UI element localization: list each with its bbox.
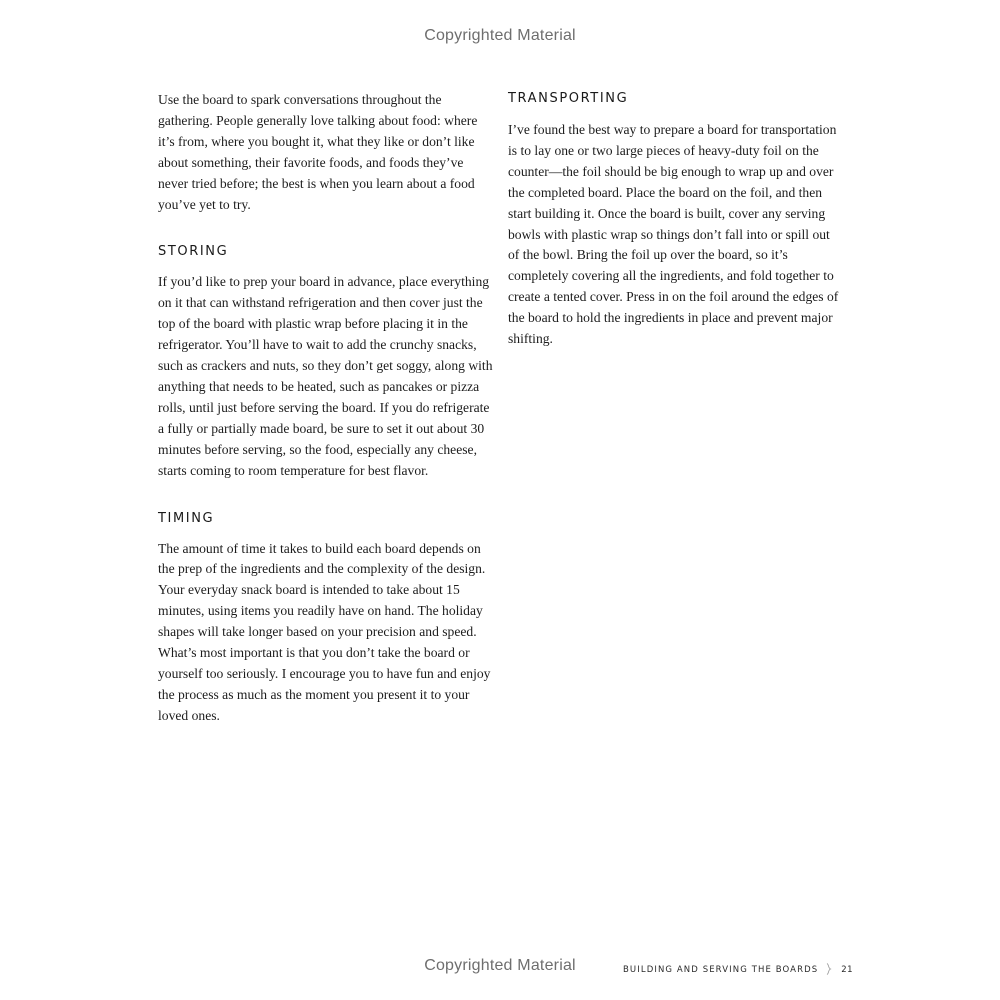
copyright-watermark-top: Copyrighted Material [424, 27, 576, 44]
storing-heading: STORING [158, 244, 229, 260]
copyright-watermark-bottom: Copyrighted Material [424, 957, 576, 974]
transporting-paragraph: I’ve found the best way to prepare a board for transportation is to lay one or two large pieces of heavy-duty foil on the counter—the foil should be big enough to wrap up and over the completed board. Place the board on the foil, and then start building it. Once the board is built, cover any serving bowls with plastic wrap so things don’t fall into or spill out of the bowl. Bring the foil up over the board, so it’s completely covering all the ingredients, and fold together to create a tented cover. Press in on the foil around the edges of the board to hold the ingredients in place and prevent major shifting. [508, 122, 839, 347]
storing-paragraph: If you’d like to prep your board in advance, place everything on it that can withstand refrigeration and then cover just the top of the board with plastic wrap before placing it in the refrigerator. You’ll have to wait to add the crunchy snacks, such as crackers and nuts, so they don’t get soggy, along with anything that needs to be heated, such as pancakes or pizza rolls, until just before serving the board. If you do refrigerate a fully or partially made board, be sure to set it out about 30 minutes before serving, so the food, especially any cheese, starts coming to room temperature for best flavor. [158, 274, 493, 478]
intro-paragraph: Use the board to spark conversations throughout the gathering. People generally love talking about food: where it’s from, where you bought it, what they like or don’t like about something, their favorite foods, and foods they’ve never tried before; the best is when you learn about a food you’ve yet to try. [158, 92, 478, 212]
left-column [158, 90, 494, 727]
page-number: 21 [841, 965, 854, 975]
timing-heading: TIMING [158, 510, 215, 526]
right-column [508, 90, 844, 350]
timing-paragraph: The amount of time it takes to build each board depends on the prep of the ingredients and the complexity of the design. Your everyday snack board is intended to take about 15 minutes, using items you readily have on hand. The holiday shapes will take longer based on your precision and speed. What’s most important is that you don’t take the board or yourself too seriously. I encourage you to have fun and enjoy the process as much as the moment you present it to your loved ones. [158, 540, 491, 723]
running-head: BUILDING AND SERVING THE BOARDS [623, 965, 819, 975]
transporting-heading: TRANSPORTING [508, 91, 629, 106]
